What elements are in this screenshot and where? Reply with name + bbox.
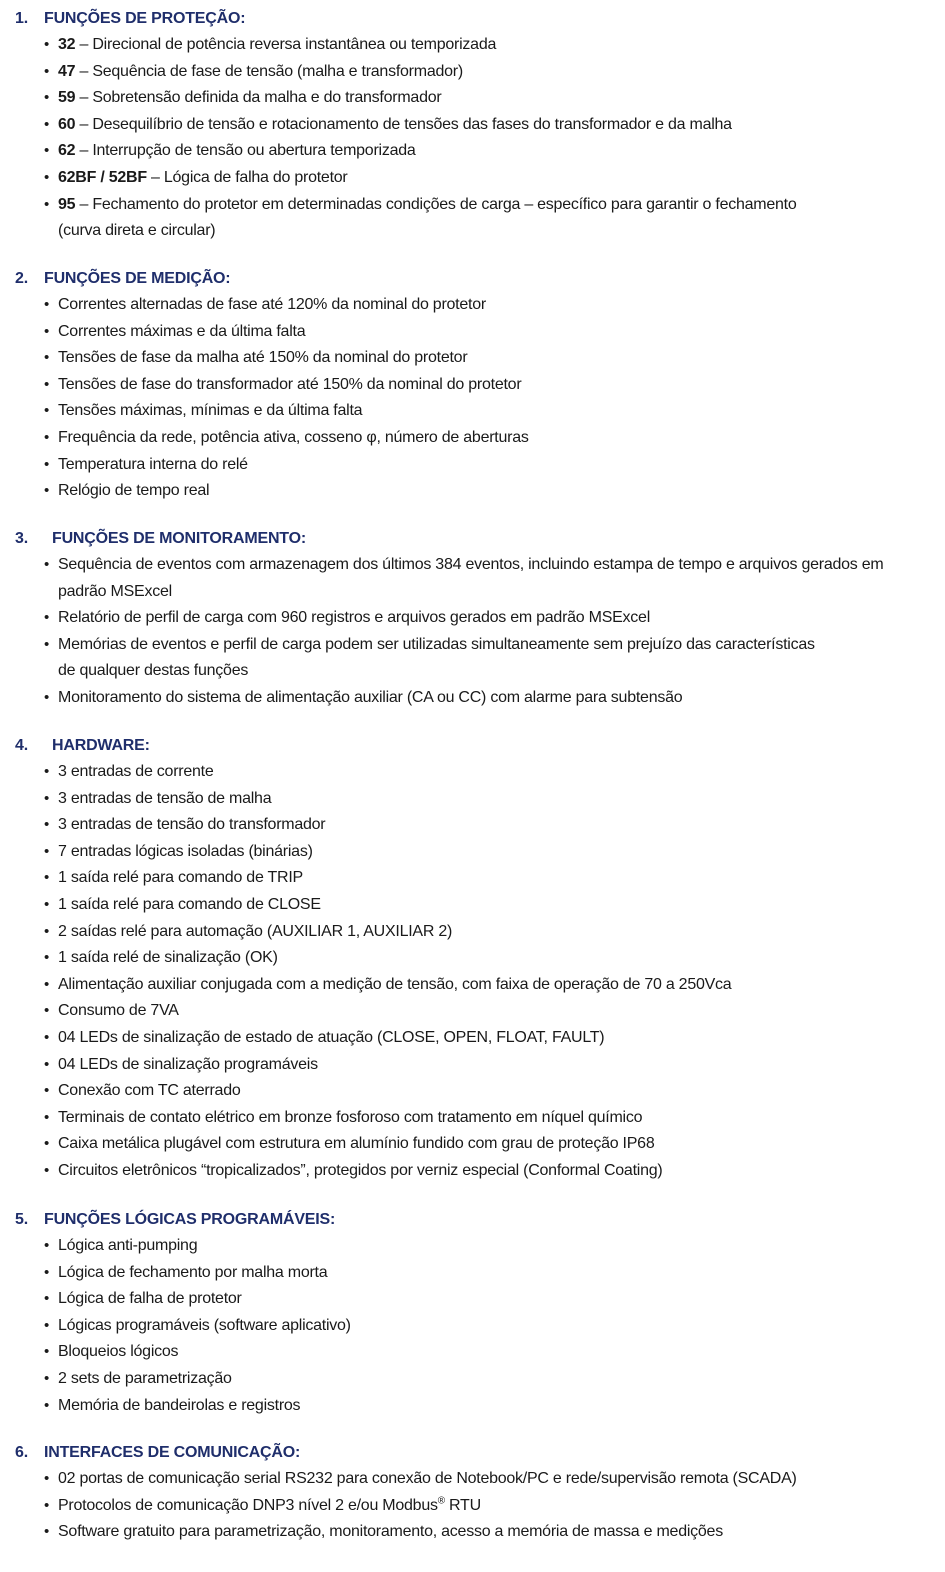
item-text-continuation: (curva direta e circular)	[58, 222, 216, 240]
list-item	[0, 839, 945, 866]
item-text: Memória de bandeirolas e registros	[58, 1396, 301, 1414]
item-text: 3 entradas de corrente	[58, 763, 214, 780]
bullet-icon: •	[44, 428, 50, 446]
item-text: 1 saída relé de sinalização (OK)	[58, 949, 278, 967]
item-text: Lógica anti-pumping	[58, 1237, 198, 1254]
list-item	[0, 1466, 945, 1493]
bullet-icon: •	[44, 375, 50, 393]
ansi-code: 60	[58, 115, 76, 133]
bullet-icon: •	[44, 1028, 50, 1046]
section-3	[0, 526, 945, 712]
item-text: Software gratuito para parametrização, monitoramento, acesso a memória de massa e medições	[58, 1523, 723, 1541]
bullet-icon: •	[44, 1055, 50, 1073]
section-number: 2.	[15, 270, 28, 287]
list-item	[0, 1105, 945, 1132]
list-item	[0, 1519, 945, 1546]
section-heading	[0, 266, 945, 292]
list-item	[0, 1233, 945, 1260]
item-text-continuation: de qualquer destas funções	[58, 662, 249, 680]
bullet-icon: •	[44, 115, 50, 133]
section-number: 5.	[15, 1211, 28, 1228]
item-text: – Sequência de fase de tensão (malha e transformador)	[75, 62, 463, 80]
list-item	[0, 1158, 945, 1185]
section-title: FUNÇÕES DE PROTEÇÃO:	[44, 10, 246, 27]
list-item	[0, 398, 945, 425]
bullet-icon: •	[44, 895, 50, 913]
section-number: 6.	[15, 1444, 28, 1461]
list-item	[0, 919, 945, 946]
item-text: 3 entradas de tensão de malha	[58, 789, 272, 807]
item-text: Relógio de tempo real	[58, 482, 210, 500]
bullet-list	[0, 1466, 945, 1546]
item-text: Monitoramento do sistema de alimentação auxiliar (CA ou CC) com alarme para subtensão	[58, 688, 683, 706]
section-4	[0, 733, 945, 1185]
list-item	[0, 632, 945, 685]
item-text: Memórias de eventos e perfil de carga podem ser utilizadas simultaneamente sem prejuízo das características	[58, 635, 815, 653]
item-text: Alimentação auxiliar conjugada com a medição de tensão, com faixa de operação de 70 a 250Vca	[58, 975, 732, 993]
bullet-icon: •	[44, 1108, 50, 1126]
bullet-icon: •	[44, 1263, 50, 1281]
bullet-icon: •	[44, 349, 50, 367]
item-text-continuation: padrão MSExcel	[58, 582, 172, 600]
section-1	[0, 6, 945, 245]
list-item	[0, 345, 945, 372]
item-text: Lógica de fechamento por malha morta	[58, 1263, 328, 1281]
ansi-code: 59	[58, 89, 76, 107]
item-text: – Sobretensão definida da malha e do transformador	[75, 89, 442, 107]
item-text: – Direcional de potência reversa instantânea ou temporizada	[75, 36, 497, 53]
bullet-icon: •	[44, 1002, 50, 1020]
bullet-icon: •	[44, 1290, 50, 1308]
section-title: FUNÇÕES DE MONITORAMENTO:	[52, 530, 306, 547]
section-number: 4.	[15, 737, 28, 754]
bullet-icon: •	[44, 195, 50, 213]
list-item	[0, 478, 945, 505]
bullet-icon: •	[44, 842, 50, 860]
bullet-icon: •	[44, 1082, 50, 1100]
list-item	[0, 786, 945, 813]
list-item	[0, 1078, 945, 1105]
item-text: 7 entradas lógicas isoladas (binárias)	[58, 842, 313, 860]
item-text: Correntes alternadas de fase até 120% da nominal do protetor	[58, 296, 486, 313]
section-title: FUNÇÕES LÓGICAS PROGRAMÁVEIS:	[44, 1211, 336, 1228]
bullet-icon: •	[44, 816, 50, 834]
bullet-icon: •	[44, 402, 50, 420]
list-item	[0, 552, 945, 605]
item-text: Tensões máximas, mínimas e da última falta	[58, 402, 363, 420]
bullet-icon: •	[44, 922, 50, 940]
item-text: Lógica de falha de protetor	[58, 1290, 242, 1308]
ansi-code: 62	[58, 142, 76, 160]
item-text: 1 saída relé para comando de CLOSE	[58, 895, 321, 913]
list-item	[0, 1260, 945, 1287]
list-item	[0, 998, 945, 1025]
item-text: 2 sets de parametrização	[58, 1369, 232, 1387]
list-item	[0, 865, 945, 892]
list-item	[0, 319, 945, 346]
item-text: – Desequilíbrio de tensão e rotacionamento de tensões das fases do transformador e da malha	[75, 115, 732, 133]
list-item	[0, 1313, 945, 1340]
item-text: Conexão com TC aterrado	[58, 1082, 241, 1100]
bullet-icon: •	[44, 36, 50, 53]
item-text: – Lógica de falha do protetor	[146, 168, 348, 186]
list-item	[0, 165, 945, 192]
item-text: – Fechamento do protetor em determinadas condições de carga – específico para garantir o fechamento	[75, 195, 797, 213]
item-text: Bloqueios lógicos	[58, 1343, 179, 1361]
item-text: Tensões de fase da malha até 150% da nominal do protetor	[58, 349, 468, 367]
bullet-list	[0, 1233, 945, 1419]
bullet-icon: •	[44, 1369, 50, 1387]
ansi-code: 47	[58, 62, 76, 80]
list-item	[0, 292, 945, 319]
bullet-list	[0, 292, 945, 505]
bullet-icon: •	[44, 763, 50, 780]
section-heading	[0, 1440, 945, 1466]
section-5	[0, 1207, 945, 1419]
item-text: 2 saídas relé para automação (AUXILIAR 1, AUXILIAR 2)	[58, 922, 453, 940]
list-item	[0, 1493, 945, 1520]
list-item	[0, 1052, 945, 1079]
bullet-icon: •	[44, 168, 50, 186]
list-item	[0, 759, 945, 786]
item-text: Circuitos eletrônicos “tropicalizados”, protegidos por verniz especial (Conformal Coating)	[58, 1161, 663, 1179]
item-text: Sequência de eventos com armazenagem dos últimos 384 eventos, incluindo estampa de tempo e arquivos gerados em	[58, 556, 884, 573]
section-number: 3.	[15, 530, 28, 547]
list-item	[0, 192, 945, 245]
list-item	[0, 972, 945, 999]
bullet-icon: •	[44, 1496, 50, 1514]
section-number: 1.	[15, 10, 28, 27]
bullet-icon: •	[44, 688, 50, 706]
section-heading	[0, 526, 945, 552]
list-item	[0, 1393, 945, 1420]
registered-mark: ®	[437, 1495, 445, 1507]
item-text: Caixa metálica plugável com estrutura em alumínio fundido com grau de proteção IP68	[58, 1135, 655, 1153]
ansi-code: 32	[58, 36, 76, 53]
item-text: 04 LEDs de sinalização de estado de atuação (CLOSE, OPEN, FLOAT, FAULT)	[58, 1028, 605, 1046]
list-item	[0, 372, 945, 399]
section-6	[0, 1440, 945, 1546]
list-item	[0, 59, 945, 86]
item-text: Relatório de perfil de carga com 960 registros e arquivos gerados em padrão MSExcel	[58, 609, 651, 627]
list-item	[0, 85, 945, 112]
bullet-icon: •	[44, 556, 50, 573]
bullet-icon: •	[44, 142, 50, 160]
list-item	[0, 32, 945, 59]
item-text: Correntes máximas e da última falta	[58, 322, 306, 340]
section-2	[0, 266, 945, 505]
bullet-icon: •	[44, 482, 50, 500]
bullet-icon: •	[44, 789, 50, 807]
list-item	[0, 1025, 945, 1052]
bullet-icon: •	[44, 1523, 50, 1541]
section-heading	[0, 1207, 945, 1233]
item-text: Lógicas programáveis (software aplicativo)	[58, 1316, 351, 1334]
bullet-icon: •	[44, 1316, 50, 1334]
list-item	[0, 812, 945, 839]
list-item	[0, 945, 945, 972]
item-text: Frequência da rede, potência ativa, cosseno φ, número de aberturas	[58, 428, 529, 446]
item-text: 02 portas de comunicação serial RS232 para conexão de Notebook/PC e rede/supervisão remota (SCADA)	[58, 1470, 797, 1487]
bullet-list	[0, 32, 945, 245]
list-item	[0, 892, 945, 919]
bullet-list	[0, 759, 945, 1185]
list-item	[0, 138, 945, 165]
bullet-icon: •	[44, 869, 50, 887]
bullet-icon: •	[44, 1343, 50, 1361]
list-item	[0, 1131, 945, 1158]
list-item	[0, 685, 945, 712]
list-item	[0, 605, 945, 632]
bullet-icon: •	[44, 949, 50, 967]
bullet-icon: •	[44, 1161, 50, 1179]
item-text: Terminais de contato elétrico em bronze fosforoso com tratamento em níquel químico	[58, 1108, 643, 1126]
bullet-icon: •	[44, 975, 50, 993]
section-heading	[0, 733, 945, 759]
bullet-icon: •	[44, 62, 50, 80]
bullet-icon: •	[44, 89, 50, 107]
bullet-icon: •	[44, 1237, 50, 1254]
section-heading	[0, 6, 945, 32]
item-text: Protocolos de comunicação DNP3 nível 2 e/ou Modbus	[58, 1496, 438, 1514]
item-text: – Interrupção de tensão ou abertura temporizada	[75, 142, 416, 160]
bullet-icon: •	[44, 609, 50, 627]
bullet-list	[0, 552, 945, 712]
bullet-icon: •	[44, 1135, 50, 1153]
section-title: INTERFACES DE COMUNICAÇÃO:	[44, 1444, 301, 1461]
bullet-icon: •	[44, 635, 50, 653]
bullet-icon: •	[44, 455, 50, 473]
ansi-code: 62BF / 52BF	[58, 168, 147, 186]
item-text: 3 entradas de tensão do transformador	[58, 816, 326, 834]
item-text: Consumo de 7VA	[58, 1002, 179, 1020]
bullet-icon: •	[44, 1396, 50, 1414]
section-title: HARDWARE:	[52, 737, 150, 754]
bullet-icon: •	[44, 1470, 50, 1487]
item-text: 1 saída relé para comando de TRIP	[58, 869, 303, 887]
list-item	[0, 1286, 945, 1313]
item-text-suffix: RTU	[444, 1496, 481, 1514]
list-item	[0, 112, 945, 139]
bullet-icon: •	[44, 296, 50, 313]
item-text: Tensões de fase do transformador até 150% da nominal do protetor	[58, 375, 522, 393]
item-text: 04 LEDs de sinalização programáveis	[58, 1055, 318, 1073]
list-item	[0, 1339, 945, 1366]
list-item	[0, 425, 945, 452]
item-text: Temperatura interna do relé	[58, 455, 248, 473]
list-item	[0, 452, 945, 479]
section-title: FUNÇÕES DE MEDIÇÃO:	[44, 270, 231, 287]
list-item	[0, 1366, 945, 1393]
bullet-icon: •	[44, 322, 50, 340]
ansi-code: 95	[58, 195, 76, 213]
